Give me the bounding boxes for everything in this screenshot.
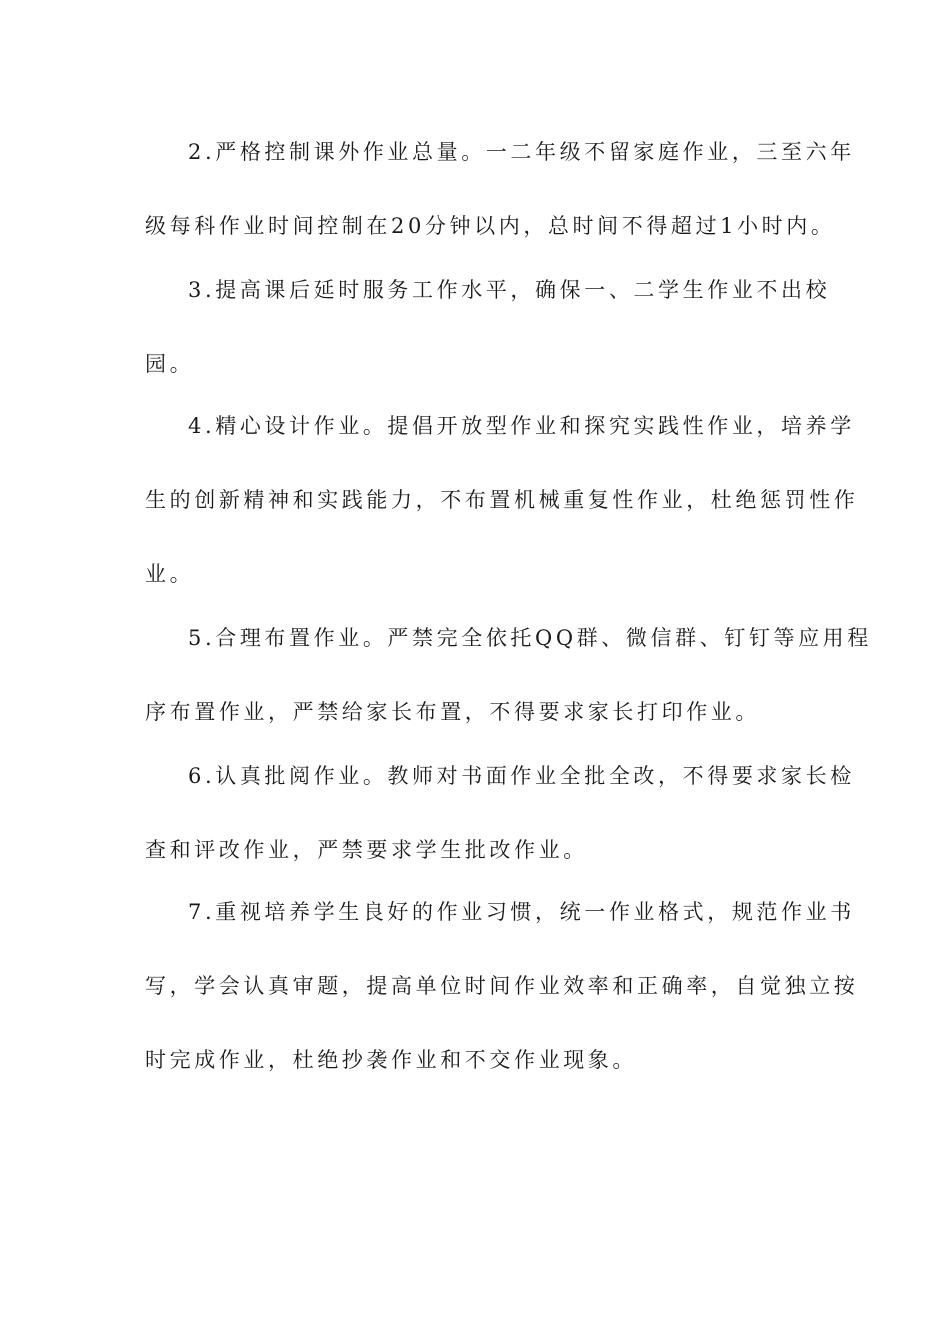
- paragraph-6-line-2: 查和评改作业，严禁要求学生批改作业。: [145, 838, 588, 862]
- paragraph-2-line-1: 2.严格控制课外作业总量。一二年级不留家庭作业，三至六年: [188, 140, 855, 164]
- paragraph-2-line-2: 级每科作业时间控制在20分钟以内，总时间不得超过1小时内。: [145, 214, 836, 238]
- paragraph-7-line-1: 7.重视培养学生良好的作业习惯，统一作业格式，规范作业书: [188, 900, 855, 924]
- paragraph-5-line-2: 序布置作业，严禁给家长布置，不得要求家长打印作业。: [145, 700, 760, 724]
- paragraph-7-line-2: 写，学会认真审题，提高单位时间作业效率和正确率，自觉独立按: [145, 974, 859, 998]
- paragraph-3-line-1: 3.提高课后延时服务工作水平，确保一、二学生作业不出校: [188, 278, 831, 302]
- paragraph-6-line-1: 6.认真批阅作业。教师对书面作业全批全改，不得要求家长检: [188, 764, 855, 788]
- paragraph-7-line-3: 时完成作业，杜绝抄袭作业和不交作业现象。: [145, 1048, 637, 1072]
- paragraph-4-line-2: 生的创新精神和实践能力，不布置机械重复性作业，杜绝惩罚性作: [145, 488, 859, 512]
- paragraph-5-line-1: 5.合理布置作业。严禁完全依托QQ群、微信群、钉钉等应用程: [188, 626, 872, 650]
- paragraph-4-line-1: 4.精心设计作业。提倡开放型作业和探究实践性作业，培养学: [188, 414, 855, 438]
- paragraph-4-line-3: 业。: [145, 562, 195, 586]
- paragraph-3-line-2: 园。: [145, 352, 195, 376]
